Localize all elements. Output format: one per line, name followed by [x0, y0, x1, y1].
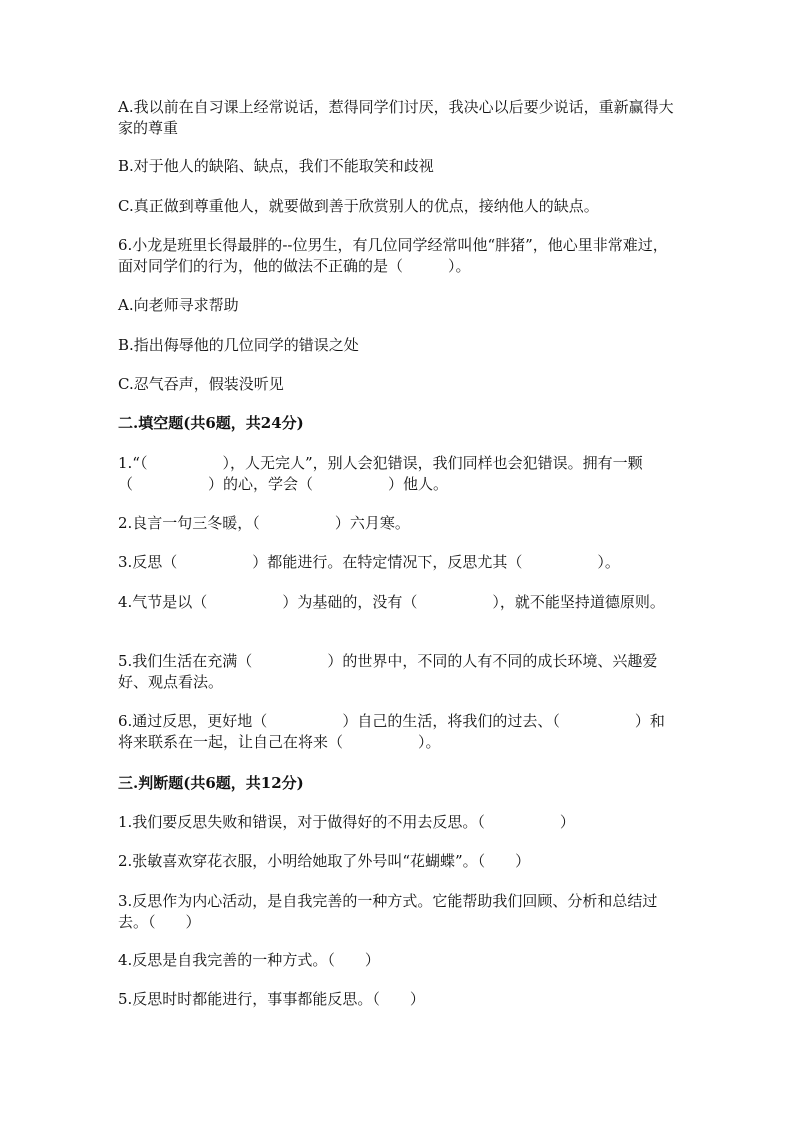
fill-item-3: 3.反思（ ）都能进行。在特定情况下，反思尤其（ ）。 — [118, 553, 620, 571]
judge-item-4: 4.反思是自我完善的一种方式。（ ） — [118, 951, 380, 969]
fill-item-4: 4.气节是以（ ）为基础的，没有（ ），就不能坚持道德原则。 — [118, 593, 665, 611]
section-2-title: 二.填空题(共6题，共24分) — [118, 414, 304, 432]
fill-item-6: 6.通过反思，更好地（ ）自己的生活，将我们的过去、（ ）和将来联系在一起，让自己在将来（ ）。 — [118, 712, 665, 751]
fill-item-2: 2.良言一句三冬暖，（ ）六月寒。 — [118, 514, 410, 532]
fill-item-5: 5.我们生活在充满（ ）的世界中，不同的人有不同的成长环境、兴趣爱好、观点看法。 — [118, 652, 658, 691]
option-6b: B.指出侮辱他的几位同学的错误之处 — [118, 336, 359, 354]
option-6a: A.向老师寻求帮助 — [118, 296, 239, 314]
option-6c: C.忍气吞声，假装没听见 — [118, 375, 284, 393]
judge-item-3: 3.反思作为内心活动，是自我完善的一种方式。它能帮助我们回顾、分析和总结过去。（ ） — [118, 892, 658, 931]
question-6-stem: 6.小龙是班里长得最胖的--位男生，有几位同学经常叫他“胖猪”，他心里非常难过，面对同学们的行为，他的做法不正确的是（ ）。 — [118, 236, 668, 275]
fill-item-1: 1.“（ ），人无完人”，别人会犯错误，我们同样也会犯错误。拥有一颗（ ）的心，学会（ ）他人。 — [118, 454, 643, 493]
option-5b: B.对于他人的缺陷、缺点，我们不能取笑和歧视 — [118, 157, 434, 175]
option-5c: C.真正做到尊重他人，就要做到善于欣赏别人的优点，接纳他人的缺点。 — [118, 197, 599, 215]
judge-item-1: 1.我们要反思失败和错误，对于做得好的不用去反思。（ ） — [118, 813, 575, 831]
judge-item-5: 5.反思时时都能进行，事事都能反思。（ ） — [118, 990, 425, 1008]
option-5a: A.我以前在自习课上经常说话，惹得同学们讨厌，我决心以后要少说话，重新赢得大家的尊重 — [118, 98, 674, 137]
section-3-title: 三.判断题(共6题，共12分) — [118, 774, 304, 792]
judge-item-2: 2.张敏喜欢穿花衣服，小明给她取了外号叫“花蝴蝶”。（ ） — [118, 852, 531, 870]
